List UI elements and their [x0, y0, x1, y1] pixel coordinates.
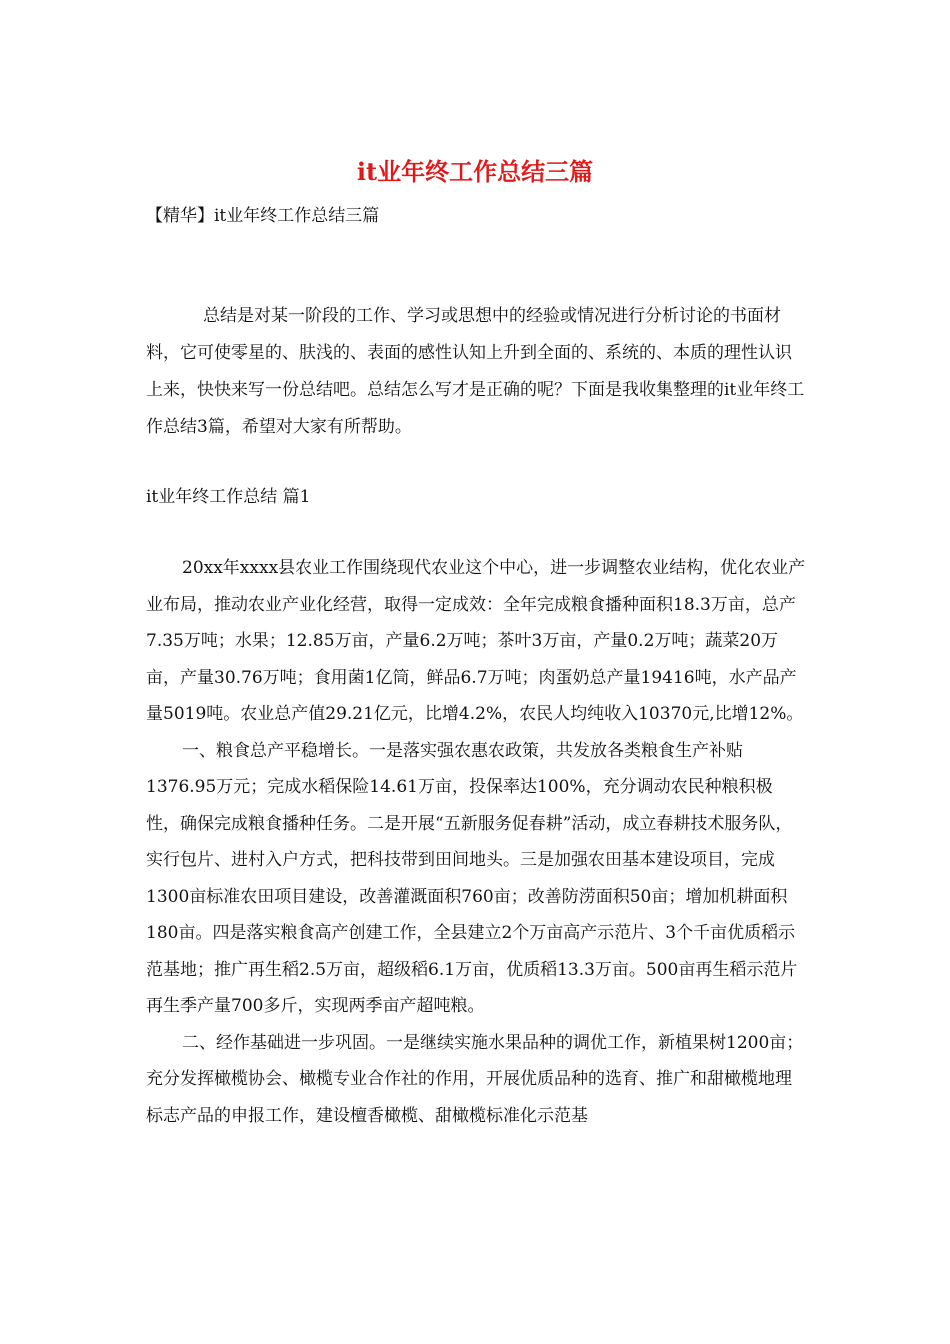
- body-text: [146, 550, 806, 1134]
- document-title: it业年终工作总结三篇: [356, 157, 594, 186]
- intro-paragraph: 总结是对某一阶段的工作、学习或思想中的经验或情况进行分析讨论的书面材料，它可使零星的、肤浅的、表面的感性认知上升到全面的、系统的、本质的理性认识上来，快快来写一份总结吧。总结怎么写才是正确的呢？下面是我收集整理的it业年终工作总结3篇，希望对大家有所帮助。: [146, 306, 805, 437]
- document-subtitle: 【精华】it业年终工作总结三篇: [146, 206, 380, 226]
- body-paragraph: 20xx年xxxx县农业工作围绕现代农业这个中心，进一步调整农业结构，优化农业产业布局，推动农业产业化经营，取得一定成效：全年完成粮食播种面积18.3万亩，总产7.35万吨；水果；12.85万亩，产量6.2万吨；茶叶3万亩，产量0.2万吨；蔬菜20万亩，产量30.76万吨；食用菌1亿筒，鲜品6.7万吨；肉蛋奶总产量19416吨，水产品产量5019吨。农业总产值29.21亿元，比增4.2%，农民人均纯收入10370元,比增12%。: [146, 558, 806, 724]
- body-paragraph: 一、粮食总产平稳增长。一是落实强农惠农政策，共发放各类粮食生产补贴1376.95万元；完成水稻保险14.61万亩，投保率达100%，充分调动农民种粮积极性，确保完成粮食播种任务。二是开展“五新服务促春耕”活动，成立春耕技术服务队，实行包片、进村入户方式，把科技带到田间地头。三是加强农田基本建设项目，完成1300亩标准农田项目建设，改善灌溉面积760亩；改善防涝面积50亩；增加机耕面积180亩。四是落实粮食高产创建工作，全县建立2个万亩高产示范片、3个千亩优质稻示范基地；推广再生稻2.5万亩，超级稻6.1万亩，优质稻13.3万亩。500亩再生稻示范片再生季产量700多斤，实现两季亩产超吨粮。: [146, 740, 798, 1016]
- section-heading: it业年终工作总结 篇1: [146, 487, 311, 507]
- body-paragraph: 二、经作基础进一步巩固。一是继续实施水果品种的调优工作，新植果树1200亩；充分发挥橄榄协会、橄榄专业合作社的作用，开展优质品种的选育、推广和甜橄榄地理标志产品的申报工作，建设檀香橄榄、甜橄榄标准化示范基: [146, 1032, 804, 1126]
